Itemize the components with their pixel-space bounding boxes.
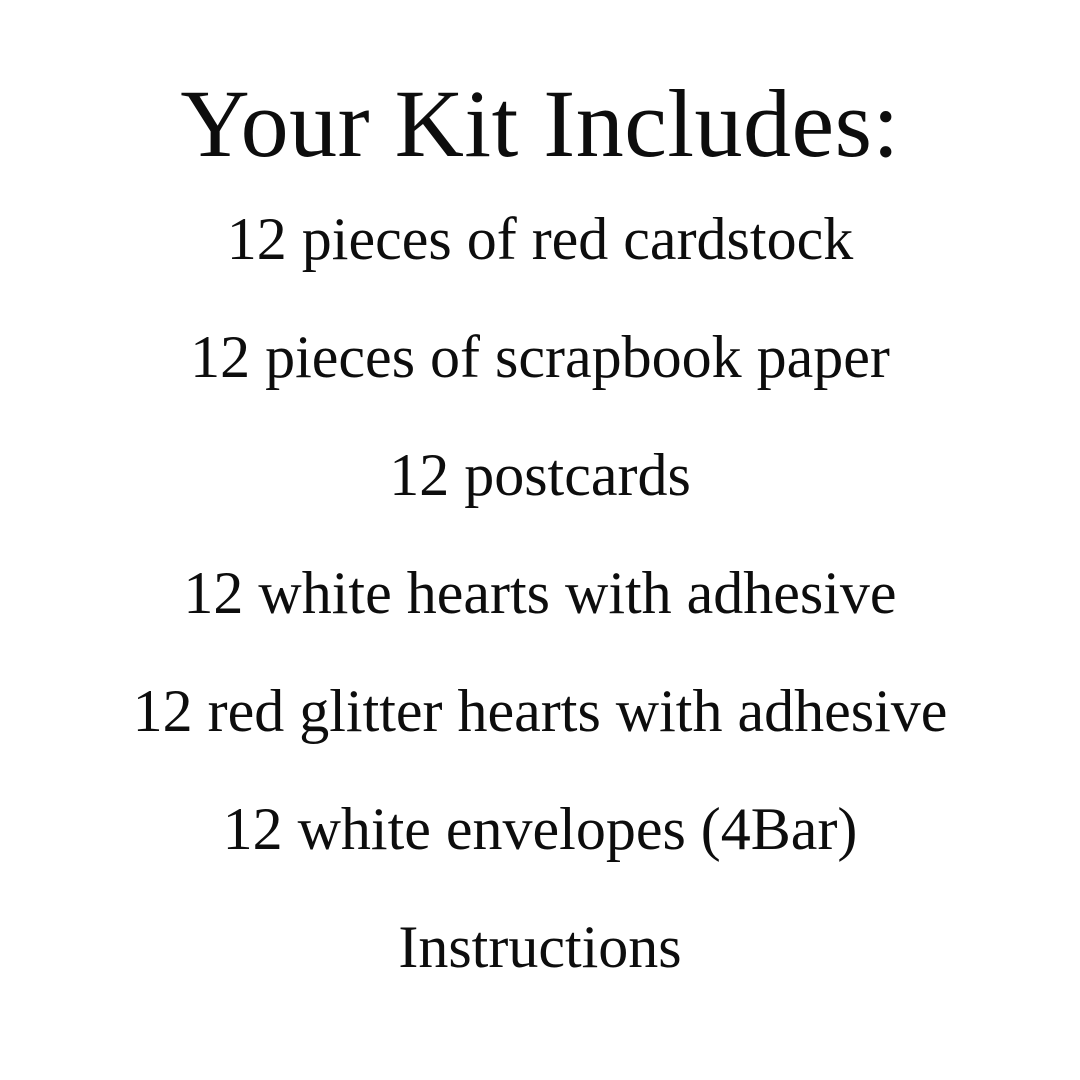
kit-contents-list [0,205,1080,980]
list-item: 12 pieces of red cardstock [226,205,854,272]
list-item: 12 pieces of scrapbook paper [190,323,890,390]
list-item: 12 white hearts with adhesive [183,559,897,626]
list-item: Instructions [398,913,682,980]
list-item: 12 red glitter hearts with adhesive [132,677,948,744]
list-item: 12 postcards [389,441,691,508]
list-item: 12 white envelopes (4Bar) [222,795,858,862]
page-title: Your Kit Includes: [180,70,900,177]
